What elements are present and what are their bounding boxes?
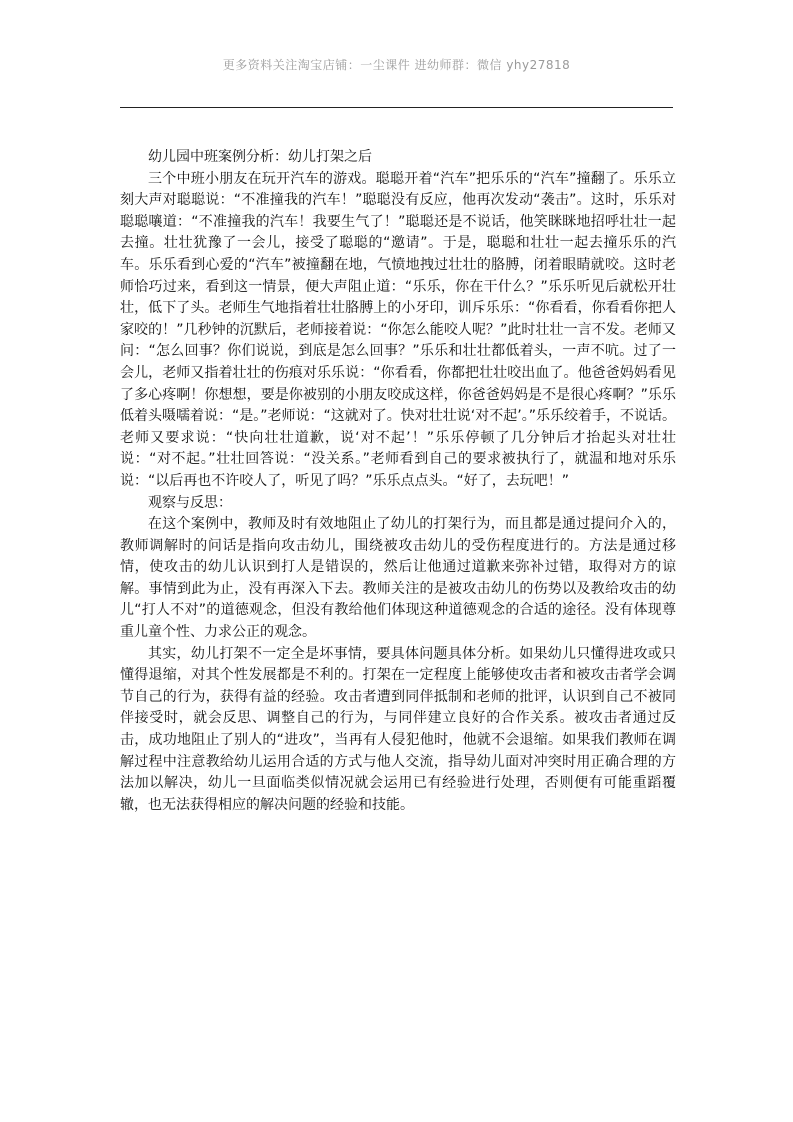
reflection-paragraph-2: 其实，幼儿打架不一定全是坏事情，要具体问题具体分析。如果幼儿只懂得进攻或只懂得退缩，对其个性发展都是不利的。打架在一定程度上能够使攻击者和被攻击者学会调节自己的行为，获得有益的经验。攻击者遭到同伴抵制和老师的批评，认识到自己不被同伴接受时，就会反思、调整自己的行为，与同伴建立良好的合作关系。被攻击者通过反击，成功地阻止了别人的“进攻”，当再有人侵犯他时，他就不会退缩。如果我们教师在调解过程中注意教给幼儿运用合适的方式与他人交流，指导幼儿面对冲突时用正确合理的方法加以解决，幼儿一旦面临类似情况就会运用已有经验进行处理，否则便有可能重蹈覆辙，也无法获得相应的解决问题的经验和技能。 xyxy=(120,645,676,813)
reflection-heading: 观察与反思： xyxy=(148,494,232,511)
page-header: 更多资料关注淘宝店铺：一尘课件 进幼师群：微信 yhy27818 xyxy=(222,58,571,72)
document-title: 幼儿园中班案例分析：幼儿打架之后 xyxy=(148,149,372,165)
document-body xyxy=(120,147,676,816)
case-paragraph: 三个中班小朋友在玩开汽车的游戏。聪聪开着“汽车”把乐乐的“汽车”撞翻了。乐乐立刻大声对聪聪说：“不准撞我的汽车！”聪聪没有反应，他再次发动“袭击”。这时，乐乐对聪聪嚷道：“不准撞我的汽车！我要生气了！”聪聪还是不说话，他笑眯眯地招呼壮壮一起去撞。壮壮犹豫了一会儿，接受了聪聪的“邀请”。于是，聪聪和壮壮一起去撞乐乐的汽车。乐乐看到心爱的“汽车”被撞翻在地，气愤地拽过壮壮的胳膊，闭着眼睛就咬。这时老师恰巧过来，看到这一情景，便大声阻止道：“乐乐，你在干什么？”乐乐听见后就松开壮壮，低下了头。老师生气地指着壮壮胳膊上的小牙印，训斥乐乐：“你看看，你看看你把人家咬的！”几秒钟的沉默后，老师接着说：“你怎么能咬人呢？”此时壮壮一言不发。老师又问：“怎么回事？你们说说，到底是怎么回事？”乐乐和壮壮都低着头，一声不吭。过了一会儿，老师又指着壮壮的伤痕对乐乐说：“你看看，你都把壮壮咬出血了。他爸爸妈妈看见了多心疼啊！你想想，要是你被别的小朋友咬成这样，你爸爸妈妈是不是很心疼啊？”乐乐低着头嗫嚅着说：“是。”老师说：“这就对了。快对壮壮说‘对不起’。”乐乐绞着手，不说话。老师又要求说：“快向壮壮道歉，说‘对不起’！”乐乐停顿了几分钟后才抬起头对壮壮说：“对不起。”壮壮回答说：“没关系。”老师看到自己的要求被执行了，就温和地对乐乐说：“以后再也不许咬人了，听见了吗？”乐乐点点头。“好了，去玩吧！” xyxy=(120,170,676,489)
reflection-paragraph-1: 在这个案例中，教师及时有效地阻止了幼儿的打架行为，而且都是通过提问介入的，教师调解时的问话是指向攻击幼儿，围绕被攻击幼儿的受伤程度进行的。方法是通过移情，使攻击的幼儿认识到打人是错误的，然后让他通过道歉来弥补过错，取得对方的谅解。事情到此为止，没有再深入下去。教师关注的是被攻击幼儿的伤势以及教给攻击的幼儿“打人不对”的道德观念，但没有教给他们体现这种道德观念的合适的途径。没有体现尊重儿童个性、力求公正的观念。 xyxy=(120,516,676,641)
header-divider xyxy=(120,107,673,108)
